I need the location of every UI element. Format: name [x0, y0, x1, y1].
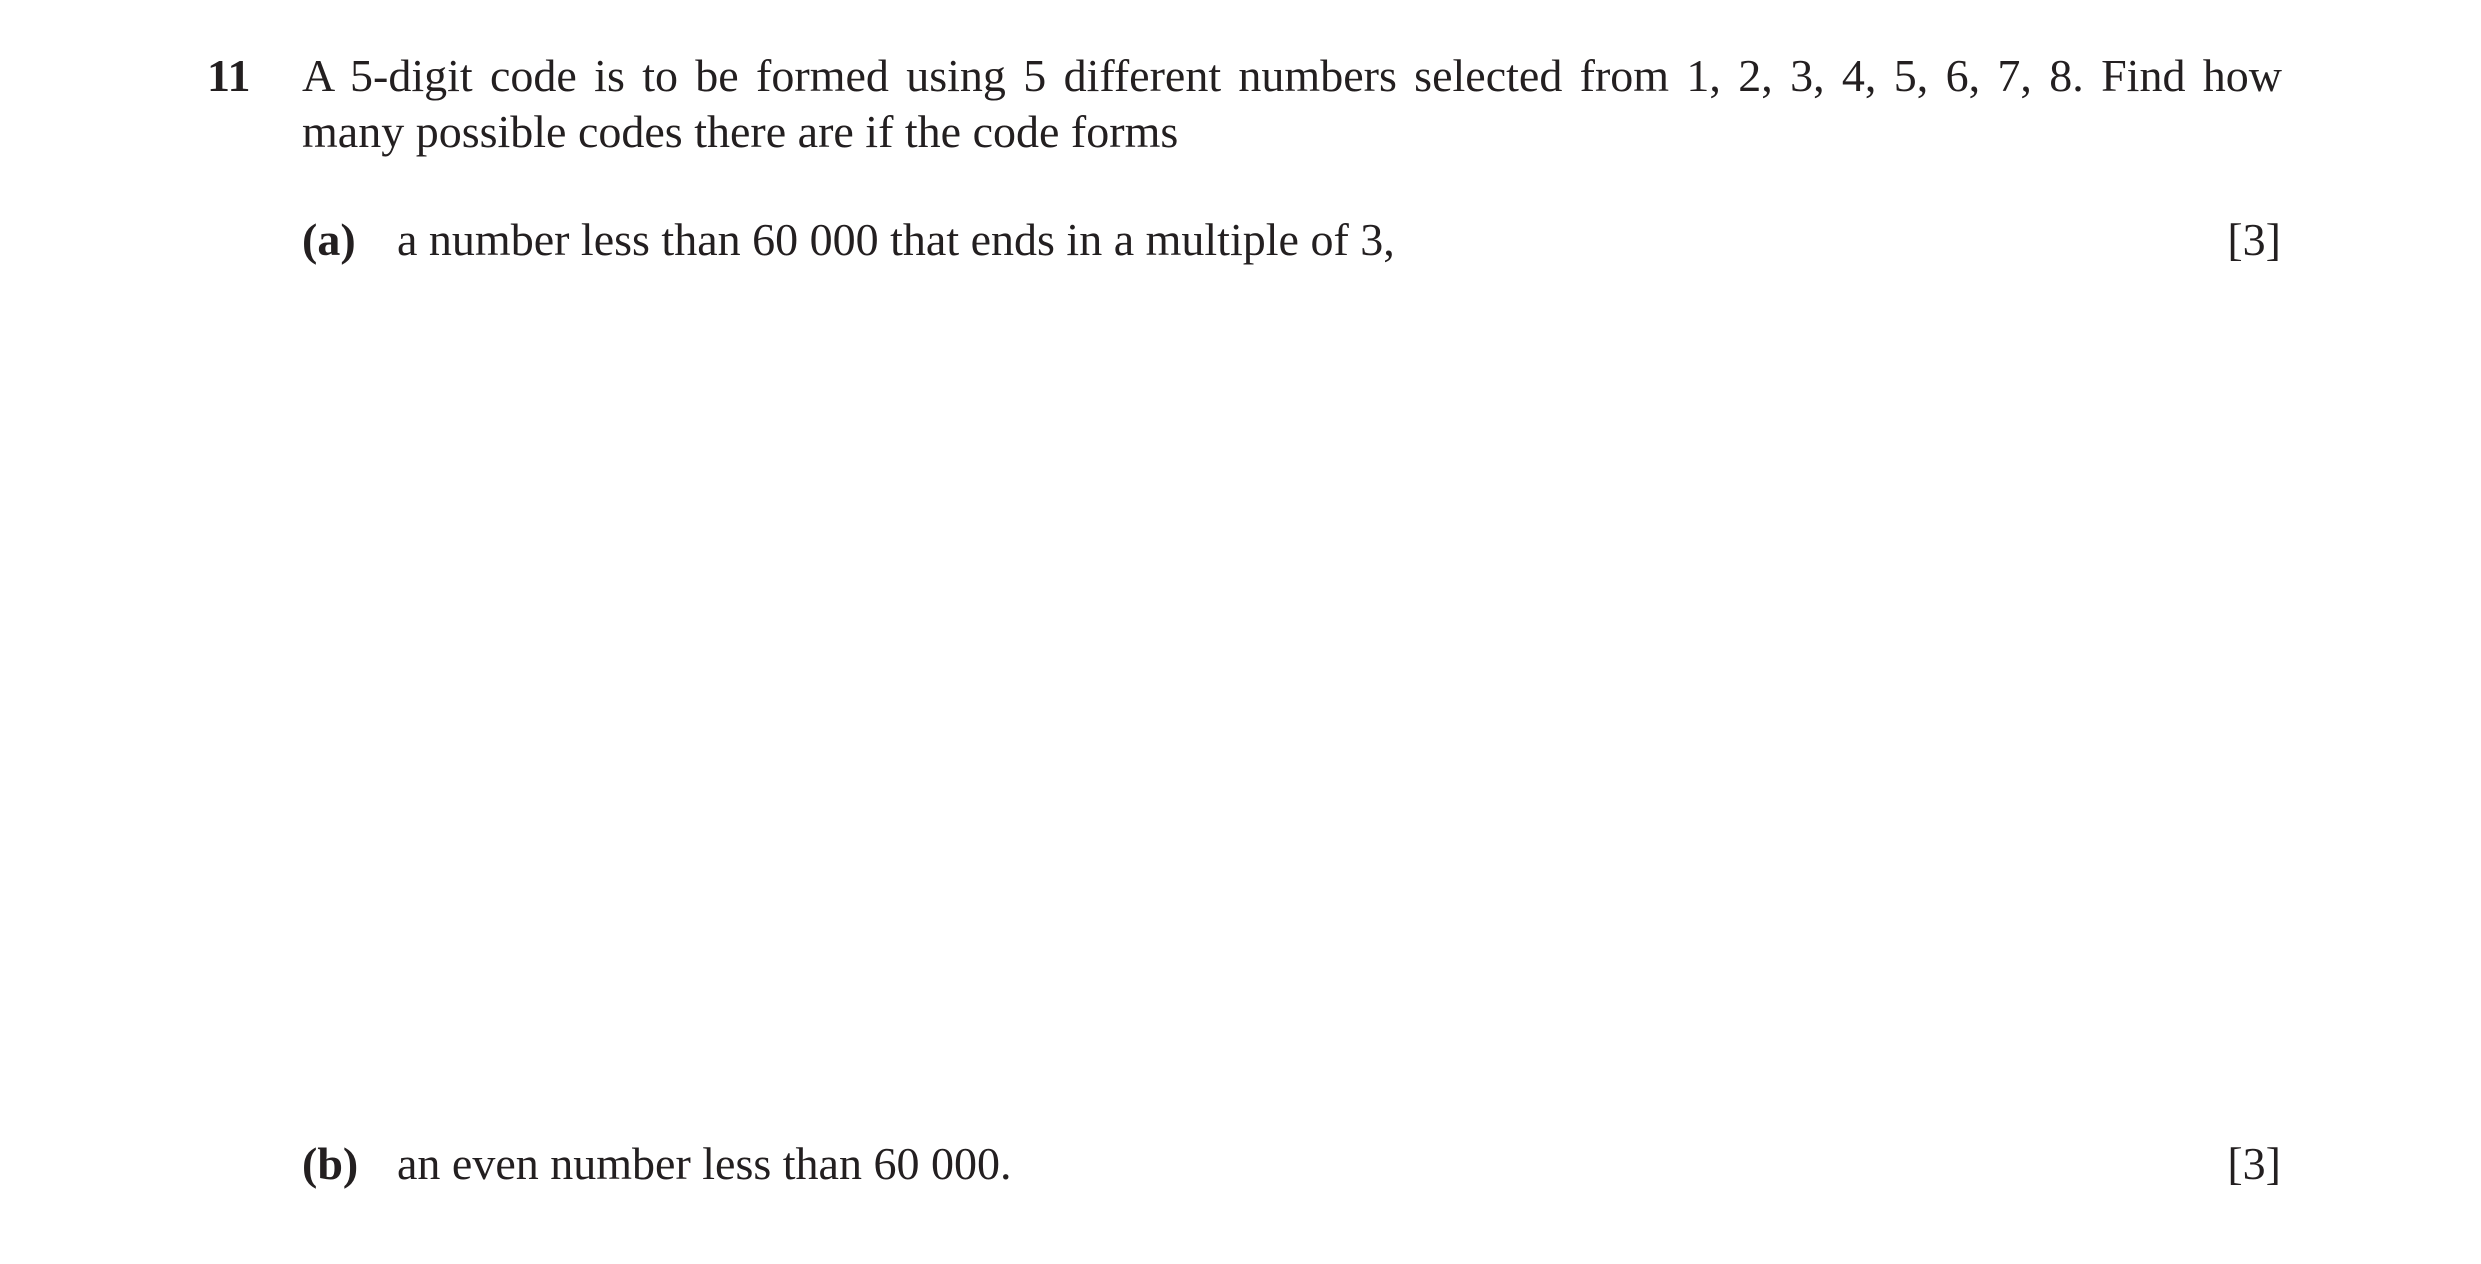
part-b-text: an even number less than 60 000. [397, 1138, 1012, 1189]
answer-space-a[interactable] [302, 300, 2282, 1100]
part-b-marks: [3] [2227, 1138, 2281, 1189]
part-a-marks: [3] [2227, 214, 2281, 265]
question-stem-line-2: many possible codes there are if the code forms [302, 106, 1179, 157]
question-stem-line-1: A 5-digit code is to be formed using 5 different numbers selected from 1, 2, 3, 4, 5, 6, 7, 8. Find how [302, 50, 2282, 101]
part-a-label: (a) [302, 214, 356, 265]
question-stem [302, 48, 2282, 160]
question-number: 11 [207, 50, 251, 101]
part-b-label: (b) [302, 1138, 359, 1189]
part-a-text: a number less than 60 000 that ends in a multiple of 3, [397, 214, 1395, 265]
